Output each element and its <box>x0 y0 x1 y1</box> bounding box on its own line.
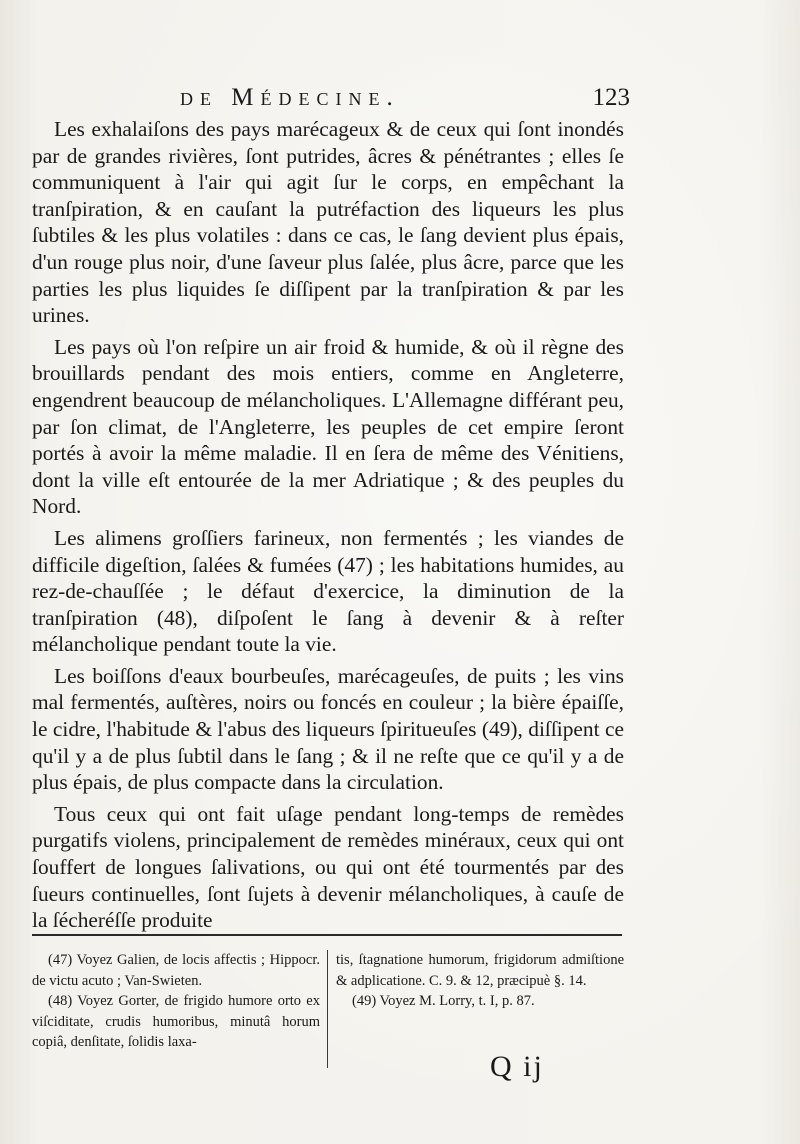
footnote: (48) Voyez Gorter, de frigido humore orto ex viſciditate, crudis humoribus, minutâ horum copiâ, denſitate, ſolidis laxa- <box>32 993 320 1050</box>
main-text <box>32 116 624 939</box>
footnote-rule <box>32 934 622 936</box>
footnotes-left-column <box>32 950 320 1053</box>
paragraph: Les boiſſons d'eaux bourbeuſes, marécageuſes, de puits ; les vins mal fermentés, auſtères, noirs ou foncés en couleur ; la bière épaiſſe, le cidre, l'habitude & l'abus des liqueurs ſpiritueuſes (49), diſſipent ce qu'il y a de plus ſubtil dans le ſang ; & il ne reſte que ce qu'il y a de plus épais, de plus compacte dans la circulation. <box>32 663 624 795</box>
page-header <box>60 84 630 114</box>
paragraph: Les exhalaiſons des pays marécageux & de ceux qui ſont inondés par de grandes rivières, ſont putrides, âcres & pénétrantes ; elles ſe communiquent à l'air qui agit ſur le corps, en empêchant la tranſpiration, & en cauſant la putréfaction des liqueurs les plus ſubtiles & les plus volatiles : dans ce cas, le ſang devient plus épais, d'un rouge plus noir, d'une ſaveur plus ſalée, plus âcre, parce que les parties les plus liquides ſe diſſipent par la tranſpiration & par les urines. <box>32 117 624 328</box>
paragraph: Les alimens groſſiers farineux, non fermentés ; les viandes de difficile digeſtion, ſalées & fumées (47) ; les habitations humides, au rez-de-chauſſée ; le défaut d'exercice, la diminution de la tranſpiration (48), diſpoſent le ſang à devenir & à reſter mélancholique pendant toute la vie. <box>32 525 624 657</box>
footnote: (49) Voyez M. Lorry, t. I, p. 87. <box>352 993 535 1009</box>
footnote-column-divider <box>327 950 328 1068</box>
paragraph: Les pays où l'on reſpire un air froid & humide, & où il règne des brouillards pendant des mois entiers, comme en Angleterre, engendrent beaucoup de mélancholiques. L'Allemagne différant peu, par ſon climat, de l'Angleterre, les peuples de cet empire ſeront portés à avoir la même maladie. Il en ſera de même des Vénitiens, dont la ville eſt entourée de la mer Adriatique ; & des peuples du Nord. <box>32 334 624 519</box>
signature-mark: Q ij <box>490 1050 544 1083</box>
footnotes-right-column <box>336 950 624 1012</box>
footnote-continuation: tis, ſtagnatione humorum, frigidorum admiſtione & adplicatione. C. 9. & 12, præcipuè §. 14. <box>336 952 624 989</box>
paragraph: Tous ceux qui ont fait uſage pendant long-temps de remèdes purgatifs violens, principalement de remèdes minéraux, ceux qui ont ſouffert de longues ſalivations, ou qui ont été tourmentés par des ſueurs continuelles, ſont ſujets à devenir mélancholiques, à cauſe de la ſécheréſſe produite <box>32 801 624 933</box>
page-number: 123 <box>592 84 630 111</box>
footnote: (47) Voyez Galien, de locis affectis ; Hippocr. de victu acuto ; Van-Swieten. <box>32 952 320 989</box>
running-title: de Médecine. <box>180 84 400 111</box>
